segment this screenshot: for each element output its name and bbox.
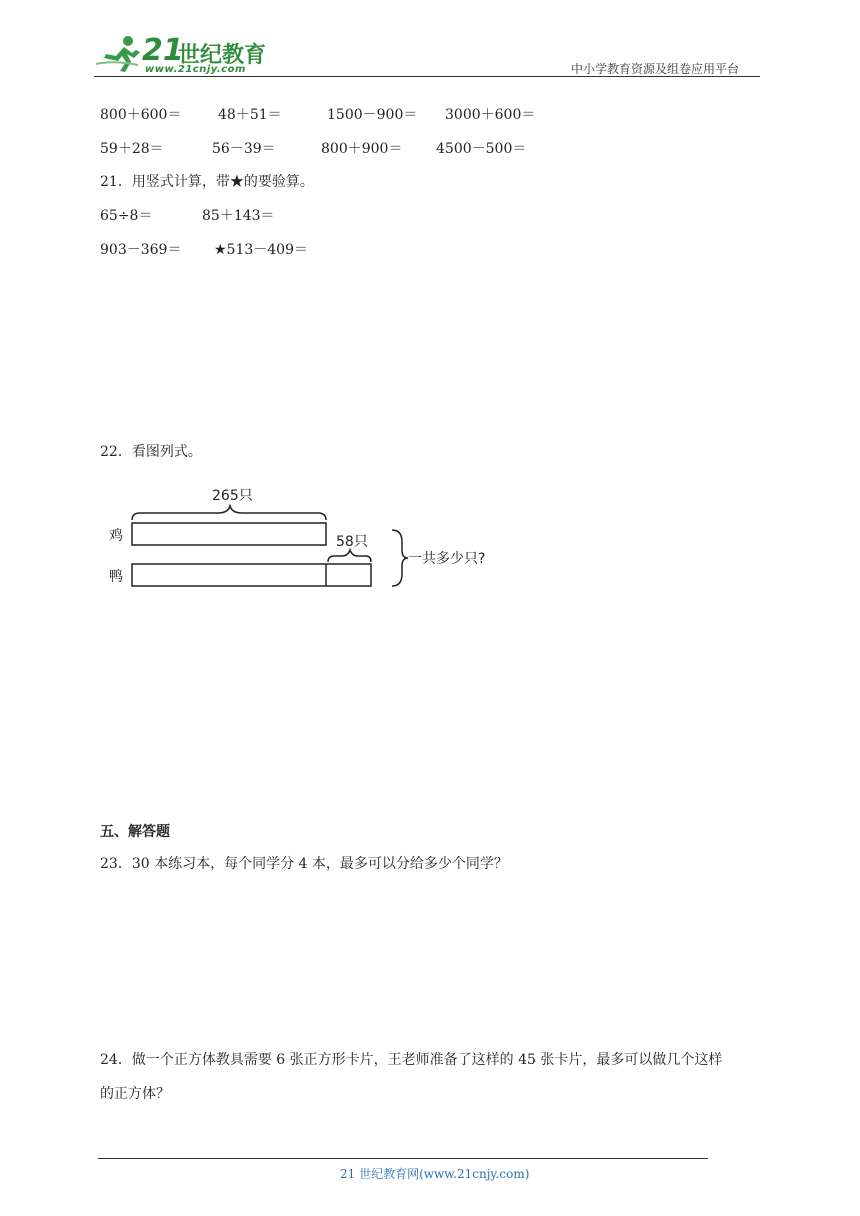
question-22-title: 22．看图列式。: [100, 444, 202, 460]
logo-number: 21: [142, 33, 184, 68]
footer-rule: [98, 1158, 708, 1159]
total-brace: [392, 530, 408, 586]
bar-diagram: [100, 480, 520, 592]
question-21-title: 21．用竖式计算，带★的要验算。: [100, 174, 314, 190]
oral-item: 59＋28＝: [100, 141, 164, 157]
duck-bar: [132, 564, 371, 586]
total-question: 一共多少只?: [408, 551, 486, 567]
duck-label: 鸭: [109, 569, 123, 585]
vertical-calc-item: 65÷8＝: [100, 208, 153, 224]
chicken-bar: [132, 523, 326, 545]
site-label: 中小学教育资源及组卷应用平台: [571, 62, 740, 76]
diff-brace: [328, 550, 371, 562]
vertical-calc-item: 903－369＝: [100, 242, 182, 258]
vertical-calc-item: 85＋143＝: [202, 208, 275, 224]
logo-url: www.21cnjy.com: [145, 64, 246, 75]
oral-item: 800＋900＝: [321, 141, 403, 157]
question-23-text: 23．30 本练习本，每个同学分 4 本，最多可以分给多少个同学？: [100, 856, 508, 872]
oral-item: 56－39＝: [212, 141, 276, 157]
question-24-line2: 的正方体？: [100, 1086, 170, 1102]
oral-item: 3000＋600＝: [445, 107, 536, 123]
oral-item: 800＋600＝: [100, 107, 182, 123]
vertical-calc-item: ★513－409＝: [214, 242, 308, 258]
diff-label: 58只: [336, 534, 368, 550]
footer-text: 21 世纪教育网(www.21cnjy.com): [340, 1167, 530, 1181]
header-rule: [94, 76, 760, 77]
oral-item: 48＋51＝: [218, 107, 282, 123]
chicken-label: 鸡: [109, 528, 123, 544]
oral-item: 1500－900＝: [327, 107, 418, 123]
top-brace-label: 265只: [212, 488, 253, 504]
top-brace: [132, 506, 326, 520]
logo-title: 世纪教育: [178, 43, 267, 68]
oral-item: 4500－500＝: [436, 141, 527, 157]
runner-logo-icon: [94, 34, 146, 74]
question-24-line1: 24．做一个正方体教具需要 6 张正方形卡片，王老师准备了这样的 45 张卡片，最多可以做几个这样: [100, 1052, 723, 1068]
section-5-title: 五、解答题: [100, 824, 170, 840]
